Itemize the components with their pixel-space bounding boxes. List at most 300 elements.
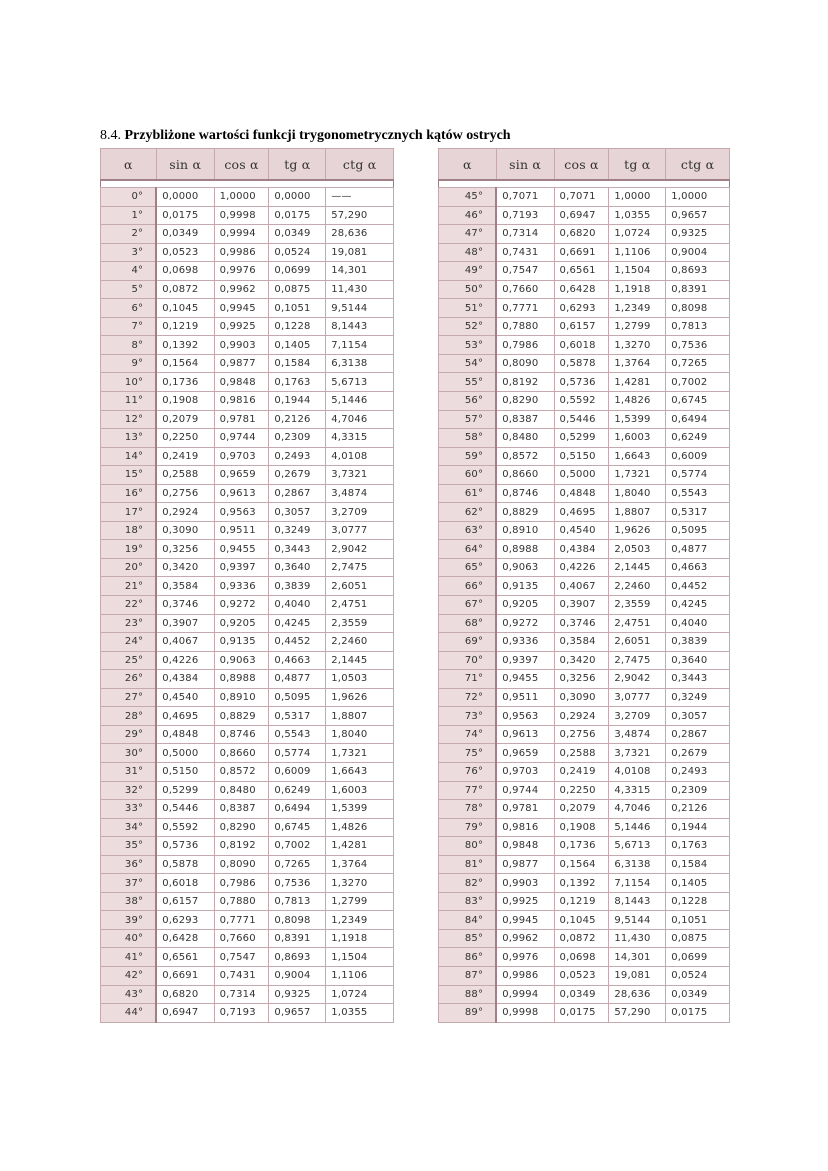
ctg-cell: 5,1446 <box>326 392 394 411</box>
tg-cell: 0,3057 <box>269 503 326 522</box>
table-row <box>439 225 730 244</box>
tg-cell: 0,6249 <box>269 781 326 800</box>
sin-cell: 0,5000 <box>156 744 214 763</box>
tg-cell: 0,9004 <box>269 966 326 985</box>
sin-cell: 0,1564 <box>156 354 214 373</box>
cos-cell: 0,3584 <box>554 633 609 652</box>
angle-cell: 26° <box>101 670 157 689</box>
cos-cell: 0,9848 <box>214 373 269 392</box>
sin-cell: 0,9336 <box>496 633 554 652</box>
tg-cell: 0,0699 <box>269 262 326 281</box>
angle-cell: 32° <box>101 781 157 800</box>
sin-cell: 0,9945 <box>496 911 554 930</box>
cos-cell: 0,2250 <box>554 781 609 800</box>
sin-cell: 0,6947 <box>156 1004 214 1023</box>
cos-cell: 0,9998 <box>214 206 269 225</box>
cos-cell: 0,9511 <box>214 521 269 540</box>
tg-cell: 6,3138 <box>609 855 666 874</box>
angle-cell: 33° <box>101 800 157 819</box>
ctg-cell: 0,9004 <box>666 243 730 262</box>
table-row <box>439 874 730 893</box>
table-row <box>101 800 394 819</box>
table-row <box>439 280 730 299</box>
cos-cell: 0,9877 <box>214 354 269 373</box>
sin-cell: 0,7660 <box>496 280 554 299</box>
angle-cell: 55° <box>439 373 497 392</box>
ctg-cell: 0,1405 <box>666 874 730 893</box>
ctg-cell: 3,0777 <box>326 521 394 540</box>
table-row <box>101 651 394 670</box>
ctg-cell: 0,0175 <box>666 1004 730 1023</box>
sin-cell: 0,6018 <box>156 874 214 893</box>
angle-cell: 53° <box>439 336 497 355</box>
sin-cell: 0,4067 <box>156 633 214 652</box>
tg-cell: 0,9657 <box>269 1004 326 1023</box>
table-row <box>101 429 394 448</box>
ctg-cell: 1,5399 <box>326 800 394 819</box>
sin-cell: 0,9272 <box>496 614 554 633</box>
cos-cell: 0,9781 <box>214 410 269 429</box>
ctg-cell: 14,301 <box>326 262 394 281</box>
tg-cell: 0,8098 <box>269 911 326 930</box>
table-row <box>101 392 394 411</box>
table-row <box>439 206 730 225</box>
cos-cell: 0,1564 <box>554 855 609 874</box>
table-row <box>439 818 730 837</box>
table-row <box>101 929 394 948</box>
cos-cell: 0,8988 <box>214 670 269 689</box>
sin-cell: 0,5446 <box>156 800 214 819</box>
angle-cell: 82° <box>439 874 497 893</box>
sin-cell: 0,5878 <box>156 855 214 874</box>
sin-cell: 0,7071 <box>496 188 554 207</box>
table-row <box>439 911 730 930</box>
sin-cell: 0,6157 <box>156 892 214 911</box>
tg-cell: 0,0524 <box>269 243 326 262</box>
ctg-cell: 0,4877 <box>666 540 730 559</box>
cos-cell: 0,9994 <box>214 225 269 244</box>
table-row <box>101 577 394 596</box>
angle-cell: 10° <box>101 373 157 392</box>
angle-cell: 9° <box>101 354 157 373</box>
cos-cell: 0,6018 <box>554 336 609 355</box>
table-row <box>439 317 730 336</box>
angle-cell: 24° <box>101 633 157 652</box>
section-title: Przybliżone wartości funkcji trygonometrycznych kątów ostrych <box>124 128 511 143</box>
tg-cell: 1,1106 <box>609 243 666 262</box>
table-row <box>101 299 394 318</box>
tg-cell: 3,4874 <box>609 725 666 744</box>
table-row <box>439 299 730 318</box>
cos-cell: 0,3746 <box>554 614 609 633</box>
ctg-cell: 1,1504 <box>326 948 394 967</box>
table-row <box>439 243 730 262</box>
cos-cell: 0,9613 <box>214 484 269 503</box>
sin-cell: 0,9816 <box>496 818 554 837</box>
table-row <box>439 373 730 392</box>
ctg-cell: 1,1918 <box>326 929 394 948</box>
sin-cell: 0,9613 <box>496 725 554 744</box>
angle-cell: 64° <box>439 540 497 559</box>
ctg-cell: 2,3559 <box>326 614 394 633</box>
ctg-cell: 3,2709 <box>326 503 394 522</box>
angle-cell: 49° <box>439 262 497 281</box>
table-row <box>101 762 394 781</box>
ctg-cell: 5,6713 <box>326 373 394 392</box>
table-row <box>101 373 394 392</box>
header-cos: cos α <box>554 149 609 181</box>
table-row <box>439 336 730 355</box>
cos-cell: 0,8572 <box>214 762 269 781</box>
tg-cell: 0,6009 <box>269 762 326 781</box>
angle-cell: 45° <box>439 188 497 207</box>
cos-cell: 0,8192 <box>214 837 269 856</box>
tg-cell: 1,2349 <box>609 299 666 318</box>
angle-cell: 80° <box>439 837 497 856</box>
ctg-cell: 0,6009 <box>666 447 730 466</box>
sin-cell: 0,7314 <box>496 225 554 244</box>
angle-cell: 25° <box>101 651 157 670</box>
tg-cell: 1,1504 <box>609 262 666 281</box>
sin-cell: 0,9205 <box>496 596 554 615</box>
tg-cell: 2,0503 <box>609 540 666 559</box>
tg-cell: 2,3559 <box>609 596 666 615</box>
tg-cell: 1,2799 <box>609 317 666 336</box>
cos-cell: 0,2756 <box>554 725 609 744</box>
ctg-cell: 0,9657 <box>666 206 730 225</box>
sin-cell: 0,8480 <box>496 429 554 448</box>
ctg-cell: 0,1051 <box>666 911 730 930</box>
ctg-cell: 0,4452 <box>666 577 730 596</box>
angle-cell: 87° <box>439 966 497 985</box>
sin-cell: 0,1219 <box>156 317 214 336</box>
angle-cell: 30° <box>101 744 157 763</box>
tg-cell: 0,3249 <box>269 521 326 540</box>
sin-cell: 0,9744 <box>496 781 554 800</box>
sin-cell: 0,8572 <box>496 447 554 466</box>
ctg-cell: 0,5095 <box>666 521 730 540</box>
tg-cell: 3,2709 <box>609 707 666 726</box>
angle-cell: 66° <box>439 577 497 596</box>
angle-cell: 54° <box>439 354 497 373</box>
tg-cell: 0,1228 <box>269 317 326 336</box>
tg-cell: 4,7046 <box>609 800 666 819</box>
tg-cell: 3,7321 <box>609 744 666 763</box>
angle-cell: 71° <box>439 670 497 689</box>
cos-cell: 0,6157 <box>554 317 609 336</box>
table-row <box>101 503 394 522</box>
table-row <box>101 558 394 577</box>
tg-cell: 0,0175 <box>269 206 326 225</box>
sin-cell: 0,9781 <box>496 800 554 819</box>
tg-cell: 8,1443 <box>609 892 666 911</box>
cos-cell: 0,0872 <box>554 929 609 948</box>
angle-cell: 6° <box>101 299 157 318</box>
sin-cell: 0,2588 <box>156 466 214 485</box>
tg-cell: 1,5399 <box>609 410 666 429</box>
ctg-cell: 0,6249 <box>666 429 730 448</box>
cos-cell: 0,4067 <box>554 577 609 596</box>
ctg-cell: 0,4040 <box>666 614 730 633</box>
header-sin: sin α <box>156 149 214 181</box>
tg-cell: 9,5144 <box>609 911 666 930</box>
header-tg: tg α <box>609 149 666 181</box>
ctg-cell: 2,9042 <box>326 540 394 559</box>
tg-cell: 4,0108 <box>609 762 666 781</box>
angle-cell: 40° <box>101 929 157 948</box>
table-row <box>439 354 730 373</box>
ctg-cell: 1,0503 <box>326 670 394 689</box>
tg-cell: 4,3315 <box>609 781 666 800</box>
angle-cell: 68° <box>439 614 497 633</box>
table-row <box>101 336 394 355</box>
ctg-cell: 0,2126 <box>666 800 730 819</box>
table-row <box>101 707 394 726</box>
tg-cell: 0,4245 <box>269 614 326 633</box>
ctg-cell: 0,9325 <box>666 225 730 244</box>
sin-cell: 0,8090 <box>496 354 554 373</box>
table-row <box>101 911 394 930</box>
sin-cell: 0,2756 <box>156 484 214 503</box>
ctg-cell: 1,8807 <box>326 707 394 726</box>
tg-cell: 3,0777 <box>609 688 666 707</box>
angle-cell: 36° <box>101 855 157 874</box>
cos-cell: 0,7431 <box>214 966 269 985</box>
ctg-cell: 1,0000 <box>666 188 730 207</box>
table-row <box>439 892 730 911</box>
table-row <box>101 614 394 633</box>
tg-cell: 0,2309 <box>269 429 326 448</box>
sin-cell: 0,4848 <box>156 725 214 744</box>
section-number: 8.4. <box>100 128 121 143</box>
table-row <box>101 243 394 262</box>
ctg-cell: 7,1154 <box>326 336 394 355</box>
angle-cell: 7° <box>101 317 157 336</box>
tg-cell: 1,6643 <box>609 447 666 466</box>
sin-cell: 0,0872 <box>156 280 214 299</box>
sin-cell: 0,9848 <box>496 837 554 856</box>
ctg-cell: 0,6494 <box>666 410 730 429</box>
ctg-cell: 0,2309 <box>666 781 730 800</box>
tg-cell: 1,4281 <box>609 373 666 392</box>
table-row <box>439 725 730 744</box>
cos-cell: 0,7314 <box>214 985 269 1004</box>
sin-cell: 0,7431 <box>496 243 554 262</box>
sin-cell: 0,5150 <box>156 762 214 781</box>
table-row <box>439 577 730 596</box>
angle-cell: 1° <box>101 206 157 225</box>
cos-cell: 0,4384 <box>554 540 609 559</box>
tg-cell: 2,7475 <box>609 651 666 670</box>
cos-cell: 0,5878 <box>554 354 609 373</box>
table-row <box>101 892 394 911</box>
ctg-cell: 0,7002 <box>666 373 730 392</box>
ctg-cell: 0,7813 <box>666 317 730 336</box>
tg-cell: 2,6051 <box>609 633 666 652</box>
sin-cell: 0,2924 <box>156 503 214 522</box>
ctg-cell: 0,2679 <box>666 744 730 763</box>
tg-cell: 19,081 <box>609 966 666 985</box>
angle-cell: 11° <box>101 392 157 411</box>
table-row <box>101 410 394 429</box>
ctg-cell: 3,4874 <box>326 484 394 503</box>
sin-cell: 0,2419 <box>156 447 214 466</box>
cos-cell: 1,0000 <box>214 188 269 207</box>
table-row <box>101 874 394 893</box>
angle-cell: 12° <box>101 410 157 429</box>
sin-cell: 0,5592 <box>156 818 214 837</box>
cos-cell: 0,9816 <box>214 392 269 411</box>
angle-cell: 84° <box>439 911 497 930</box>
sin-cell: 0,9703 <box>496 762 554 781</box>
angle-cell: 16° <box>101 484 157 503</box>
ctg-cell: 0,6745 <box>666 392 730 411</box>
sin-cell: 0,1392 <box>156 336 214 355</box>
tg-cell: 1,3764 <box>609 354 666 373</box>
cos-cell: 0,9397 <box>214 558 269 577</box>
ctg-cell: 4,0108 <box>326 447 394 466</box>
table-row <box>439 596 730 615</box>
ctg-cell: 0,3640 <box>666 651 730 670</box>
ctg-cell: 0,2867 <box>666 725 730 744</box>
cos-cell: 0,9135 <box>214 633 269 652</box>
ctg-cell: 0,5543 <box>666 484 730 503</box>
angle-cell: 4° <box>101 262 157 281</box>
ctg-cell: 0,3057 <box>666 707 730 726</box>
cos-cell: 0,5299 <box>554 429 609 448</box>
sin-cell: 0,0698 <box>156 262 214 281</box>
angle-cell: 3° <box>101 243 157 262</box>
cos-cell: 0,0175 <box>554 1004 609 1023</box>
sin-cell: 0,0000 <box>156 188 214 207</box>
cos-cell: 0,9063 <box>214 651 269 670</box>
sin-cell: 0,3090 <box>156 521 214 540</box>
sin-cell: 0,8988 <box>496 540 554 559</box>
angle-cell: 56° <box>439 392 497 411</box>
table-row <box>101 280 394 299</box>
tg-cell: 1,0724 <box>609 225 666 244</box>
tg-cell: 28,636 <box>609 985 666 1004</box>
tg-cell: 0,1405 <box>269 336 326 355</box>
ctg-cell: 0,0349 <box>666 985 730 1004</box>
table-row <box>439 521 730 540</box>
cos-cell: 0,7880 <box>214 892 269 911</box>
sin-cell: 0,9877 <box>496 855 554 874</box>
tg-cell: 0,5095 <box>269 688 326 707</box>
cos-cell: 0,5000 <box>554 466 609 485</box>
sin-cell: 0,2250 <box>156 429 214 448</box>
tg-cell: 1,6003 <box>609 429 666 448</box>
angle-cell: 78° <box>439 800 497 819</box>
header-ctg: ctg α <box>326 149 394 181</box>
table-row <box>439 503 730 522</box>
cos-cell: 0,1392 <box>554 874 609 893</box>
sin-cell: 0,4384 <box>156 670 214 689</box>
tg-cell: 2,9042 <box>609 670 666 689</box>
table-row <box>439 188 730 207</box>
table-row <box>439 410 730 429</box>
sin-cell: 0,0175 <box>156 206 214 225</box>
angle-cell: 77° <box>439 781 497 800</box>
tg-cell: 1,8807 <box>609 503 666 522</box>
sin-cell: 0,9135 <box>496 577 554 596</box>
sin-cell: 0,3584 <box>156 577 214 596</box>
sin-cell: 0,7547 <box>496 262 554 281</box>
ctg-cell: 4,3315 <box>326 429 394 448</box>
angle-cell: 57° <box>439 410 497 429</box>
tg-cell: 0,2867 <box>269 484 326 503</box>
angle-cell: 63° <box>439 521 497 540</box>
cos-cell: 0,9563 <box>214 503 269 522</box>
table-row <box>439 985 730 1004</box>
angle-cell: 79° <box>439 818 497 837</box>
ctg-cell: 0,8693 <box>666 262 730 281</box>
angle-cell: 22° <box>101 596 157 615</box>
tg-cell: 14,301 <box>609 948 666 967</box>
ctg-cell: 1,4826 <box>326 818 394 837</box>
angle-cell: 85° <box>439 929 497 948</box>
ctg-cell: 1,9626 <box>326 688 394 707</box>
tg-cell: 2,4751 <box>609 614 666 633</box>
ctg-cell: 2,6051 <box>326 577 394 596</box>
ctg-cell: 9,5144 <box>326 299 394 318</box>
cos-cell: 0,8090 <box>214 855 269 874</box>
header-alpha: α <box>439 149 497 181</box>
cos-cell: 0,0698 <box>554 948 609 967</box>
ctg-cell: 11,430 <box>326 280 394 299</box>
tg-cell: 0,2126 <box>269 410 326 429</box>
ctg-cell: 1,6643 <box>326 762 394 781</box>
table-row <box>101 818 394 837</box>
sin-cell: 0,3256 <box>156 540 214 559</box>
tg-cell: 0,7536 <box>269 874 326 893</box>
ctg-cell: 6,3138 <box>326 354 394 373</box>
angle-cell: 75° <box>439 744 497 763</box>
cos-cell: 0,0523 <box>554 966 609 985</box>
tg-cell: 0,3839 <box>269 577 326 596</box>
angle-cell: 88° <box>439 985 497 1004</box>
table-row <box>101 521 394 540</box>
angle-cell: 46° <box>439 206 497 225</box>
tg-cell: 0,4877 <box>269 670 326 689</box>
angle-cell: 18° <box>101 521 157 540</box>
sin-cell: 0,7986 <box>496 336 554 355</box>
ctg-cell: 2,7475 <box>326 558 394 577</box>
ctg-cell: 1,0355 <box>326 1004 394 1023</box>
angle-cell: 20° <box>101 558 157 577</box>
angle-cell: 31° <box>101 762 157 781</box>
angle-cell: 15° <box>101 466 157 485</box>
angle-cell: 61° <box>439 484 497 503</box>
cos-cell: 0,4226 <box>554 558 609 577</box>
cos-cell: 0,4540 <box>554 521 609 540</box>
sin-cell: 0,0523 <box>156 243 214 262</box>
table-row <box>101 447 394 466</box>
cos-cell: 0,4848 <box>554 484 609 503</box>
tg-cell: 1,3270 <box>609 336 666 355</box>
tg-cell: 57,290 <box>609 1004 666 1023</box>
angle-cell: 81° <box>439 855 497 874</box>
tg-cell: 0,0349 <box>269 225 326 244</box>
cos-cell: 0,9336 <box>214 577 269 596</box>
cos-cell: 0,1908 <box>554 818 609 837</box>
table-row <box>439 1004 730 1023</box>
ctg-cell: 0,1584 <box>666 855 730 874</box>
trig-table-right <box>438 148 730 1023</box>
table-body-left <box>101 188 394 1023</box>
table-row <box>101 225 394 244</box>
ctg-cell: 0,3443 <box>666 670 730 689</box>
